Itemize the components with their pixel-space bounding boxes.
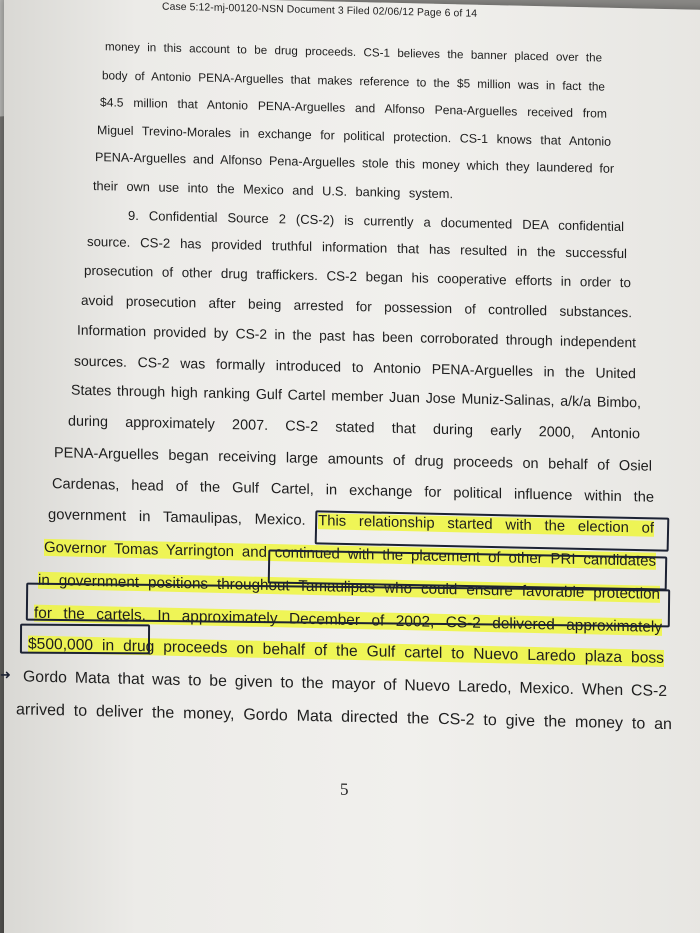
text-line: government in Tamaulipas, Mexico. This relationship started with the election of <box>48 506 654 537</box>
pen-arrow-mark: ➜ <box>0 667 11 682</box>
text-line: Gordo Mata that was to be given to the mayor of Nuevo Laredo, Mexico. When CS-2 <box>23 668 668 701</box>
text-line: Cardenas, head of the Gulf Cartel, in exchange for political influence within the <box>52 476 654 506</box>
text-line: 9. Confidential Source 2 (CS-2) is currently a documented DEA confidential <box>128 207 625 235</box>
page-number: 5 <box>340 779 349 799</box>
text-line <box>38 572 660 603</box>
highlighted-text: for the cartels. In approximately December of 2002, CS-2 delivered approximately <box>34 604 663 636</box>
highlighted-text: Governor Tomas Yarrington and continued with the placement of other PRI candidates <box>44 538 656 570</box>
case-header: Case 5:12-mj-00120-NSN Document 3 Filed 02/06/12 Page 6 of 14 <box>162 1 478 20</box>
text-line <box>44 539 656 570</box>
text-line: Miguel Trevino-Morales in exchange for political protection. CS-1 knows that Antonio <box>97 123 612 149</box>
text-line: body of Antonio PENA-Arguelles that makes reference to the $5 million was in fact the <box>102 68 605 94</box>
document-page <box>4 0 700 933</box>
text-line: sources. CS-2 was formally introduced to Antonio PENA-Arguelles in the United <box>74 352 636 382</box>
highlighted-text: This relationship started with the election of <box>318 513 654 537</box>
highlighted-text: in government positions throughout Tamaulipas who could ensure favorable protection <box>38 571 660 603</box>
text-line: PENA-Arguelles and Alfonso Pena-Arguelles stole this money which they laundered for <box>95 150 615 176</box>
text-line: Information provided by CS-2 in the past has been corroborated through independent <box>77 322 636 351</box>
text-line: arrived to deliver the money, Gordo Mata directed the CS-2 to give the money to an <box>16 701 672 734</box>
text-line: $4.5 million that Antonio PENA-Arguelles and Alfonso Pena-Arguelles received from <box>100 95 607 121</box>
text-line: prosecution of other drug traffickers. CS-2 began his cooperative efforts in order to <box>84 262 631 291</box>
text-line: avoid prosecution after being arrested for possession of controlled substances. <box>81 292 633 321</box>
text-line: source. CS-2 has provided truthful information that has resulted in the successful <box>87 233 627 262</box>
text-line: States through high ranking Gulf Cartel member Juan Jose Muniz-Salinas, a/k/a Bimbo, <box>71 382 641 412</box>
text-line <box>28 636 664 668</box>
highlighted-text: $500,000 in drug proceeds on behalf of the Gulf cartel to Nuevo Laredo plaza boss <box>28 635 664 667</box>
text-line: money in this account to be drug proceeds. CS-1 believes the banner placed over the <box>105 40 603 65</box>
text-line: during approximately 2007. CS-2 stated that during early 2000, Antonio <box>68 413 640 443</box>
text-line: their own use into the Mexico and U.S. banking system. <box>93 178 454 202</box>
text-line <box>34 605 662 637</box>
text-line: PENA-Arguelles began receiving large amounts of drug proceeds on behalf of Osiel <box>54 445 652 475</box>
